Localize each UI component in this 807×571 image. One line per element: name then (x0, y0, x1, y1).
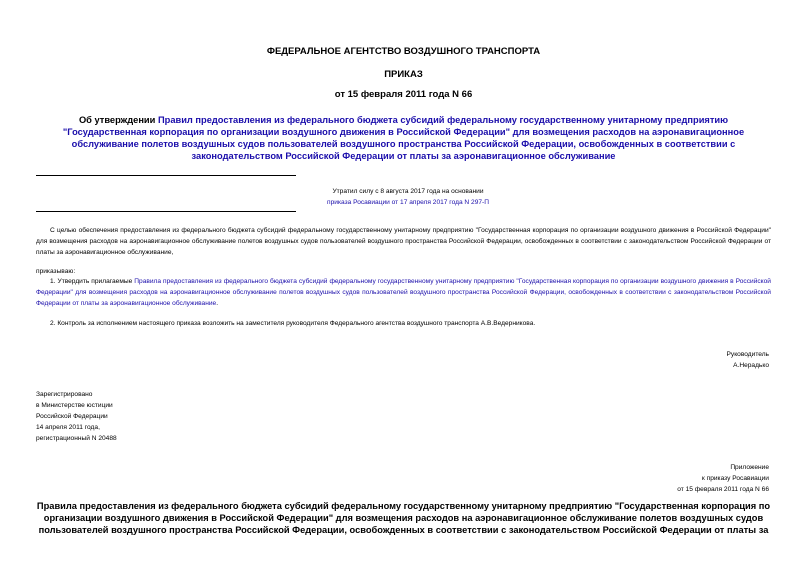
annex-reference (549, 462, 769, 495)
registration-block (36, 389, 236, 444)
order-item-1-prefix: 1. Утвердить прилагаемые (50, 278, 135, 285)
order-item-1-rules-link[interactable]: Правила предоставления из федерального бюджета субсидий федеральному государственному унитарному предприятию "Государственная корпорация по организации воздушного движения в Российской Федерации" для возмещения расходов на аэронавигационное обслуживание полетов воздушных судов пользователей воздушного пространства Российской Федерации, освобожденных в соответствии с законодательством Российской Федерации от платы за аэронавигационное обслуживание (36, 278, 771, 307)
annex-line: к приказу Росавиации (701, 475, 769, 482)
order-word: приказываю: (36, 268, 76, 275)
agency-heading: ФЕДЕРАЛЬНОЕ АГЕНТСТВО ВОЗДУШНОГО ТРАНСПОРТА (266, 46, 541, 57)
annex-line: Приложение (730, 464, 769, 471)
signature-role: Руководитель (726, 351, 769, 358)
order-title-prefix: Об утверждении (78, 115, 158, 125)
signature-block (569, 349, 769, 371)
registration-line: регистрационный N 20488 (36, 435, 117, 442)
divider-top (36, 175, 296, 176)
registration-line: Зарегистрировано (36, 391, 93, 398)
order-title (36, 114, 771, 162)
doc-type-heading: ПРИКАЗ (384, 69, 423, 80)
registration-line: в Министерстве юстиции (36, 402, 113, 409)
signature-name: А.Нерадько (733, 362, 769, 369)
rules-title-link[interactable]: Правил предоставления из федерального бюджета субсидий федеральному государственному унитарному предприятию "Государственная корпорация по организации воздушного движения в Российской Федерации" для возмещения расходов на аэронавигационное обслуживание полетов воздушных судов пользователей воздушного пространства Российской Федерации, освобожденных в соответствии с законодательством Российской Федерации от платы за аэронавигационное обслуживание (62, 115, 745, 161)
annex-line: от 15 февраля 2011 года N 66 (677, 486, 769, 493)
order-item-1 (36, 276, 771, 309)
preamble-paragraph: С целью обеспечения предоставления из федерального бюджета субсидий федеральному государственному унитарному предприятию "Государственная корпорация по организации воздушного движения в Российской Федерации" для возмещения расходов на аэронавигационное обслуживание полетов воздушных судов пользователей воздушного пространства Российской Федерации, освобожденных в соответствии с законодательством Российской Федерации от платы за аэронавигационное обслуживание, (36, 227, 771, 256)
registration-line: Российской Федерации (36, 413, 108, 420)
order-item-1-suffix: . (216, 300, 219, 307)
registration-line: 14 апреля 2011 года, (36, 424, 100, 431)
order-date-number: от 15 февраля 2011 года N 66 (334, 89, 473, 100)
lapse-notice-text: Утратил силу с 8 августа 2017 года на основании (332, 188, 484, 195)
lapse-notice (296, 186, 520, 208)
divider-bottom (36, 211, 296, 212)
annex-title: Правила предоставления из федерального бюджета субсидий федеральному государственному унитарному предприятию "Государственная корпорация по организации воздушного движения в Российской Федерации" для возмещения расходов на аэронавигационное обслуживание полетов воздушных судов пользователей воздушного пространства Российской Федерации, освобожденных в соответствии с законодательством Российской Федерации от платы за (36, 501, 771, 535)
lapse-notice-link[interactable]: приказа Росавиации от 17 апреля 2017 года N 297-П (327, 199, 489, 206)
order-item-2: 2. Контроль за исполнением настоящего приказа возложить на заместителя руководителя Федерального агентства воздушного транспорта А.В.Ведерникова. (50, 320, 536, 327)
